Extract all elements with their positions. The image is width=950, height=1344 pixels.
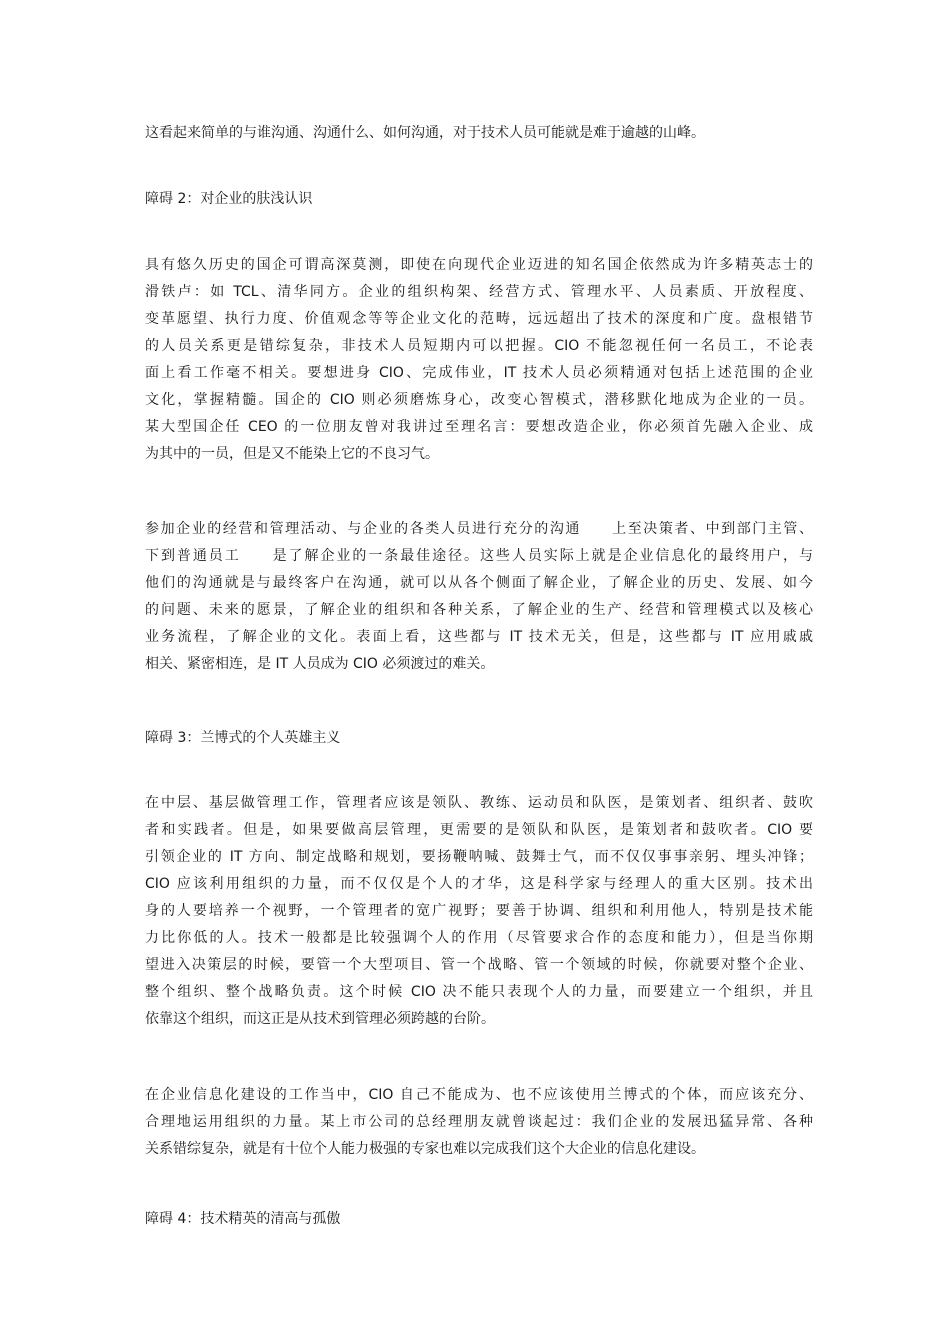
text-line: 具有悠久历史的国企可谓高深莫测，即使在向现代企业迈进的知名国企依然成为许多精英志士的 — [145, 257, 813, 273]
heading-obstacle-4: 障碍 4：技术精英的清高与孤傲 — [145, 1211, 341, 1227]
paragraph-communication-summary — [145, 120, 813, 147]
paragraph-participation — [145, 516, 813, 678]
text-line: 面上看工作毫不相关。要想进身 CIO、完成伟业，IT 技术人员必须精通对包括上述范围的企业 — [145, 365, 813, 381]
text-line: 在企业信息化建设的工作当中，CIO 自己不能成为、也不应该使用兰博式的个体，而应该充分、 — [145, 1087, 813, 1103]
text-line: 身的人要培养一个视野，一个管理者的宽广视野；要善于协调、组织和利用他人，特别是技术能 — [145, 903, 813, 919]
text-line: 依靠这个组织，而这正是从技术到管理必须跨越的台阶。 — [145, 1011, 495, 1027]
text-line: 关系错综复杂，就是有十位个人能力极强的专家也难以完成我们这个大企业的信息化建设。 — [145, 1141, 705, 1157]
paragraph-management-roles — [145, 790, 813, 1033]
paragraph-enterprise-culture — [145, 252, 813, 468]
text-line: 在中层、基层做管理工作，管理者应该是领队、教练、运动员和队医，是策划者、组织者、鼓吹 — [145, 795, 813, 811]
text-line: 下到普通员工 是了解企业的一条最佳途径。这些人员实际上就是企业信息化的最终用户，与 — [145, 548, 813, 564]
text-line: 参加企业的经营和管理活动、与企业的各类人员进行充分的沟通 上至决策者、中到部门主管、 — [145, 521, 813, 537]
text-line: 的人员关系更是错综复杂，非技术人员短期内可以把握。CIO 不能忽视任何一名员工，不论表 — [145, 338, 813, 354]
text-line: 滑铁卢：如 TCL、清华同方。企业的组织构架、经营方式、管理水平、人员素质、开放程度、 — [145, 284, 813, 300]
text-line: 引领企业的 IT 方向、制定战略和规划，要扬鞭呐喊、鼓舞士气，而不仅仅事事亲躬、埋头冲锋； — [145, 849, 813, 865]
text-line: 望进入决策层的时候，要管一个大型项目、管一个战略、管一个领域的时候，你就要对整个企业、 — [145, 957, 813, 973]
text-line: 为其中的一员，但是又不能染上它的不良习气。 — [145, 446, 439, 462]
text-line: 业务流程，了解企业的文化。表面上看，这些都与 IT 技术无关，但是，这些都与 IT 应用戚戚 — [145, 629, 813, 645]
text-line: 这看起来简单的与谁沟通、沟通什么、如何沟通，对于技术人员可能就是难于逾越的山峰。 — [145, 125, 705, 141]
text-line: 他们的沟通就是与最终客户在沟通，就可以从各个侧面了解企业，了解企业的历史、发展、如今 — [145, 575, 813, 591]
paragraph-organization-power — [145, 1082, 813, 1163]
text-line: 变革愿望、执行力度、价值观念等等企业文化的范畴，远远超出了技术的深度和广度。盘根错节 — [145, 311, 813, 327]
text-line: 整个组织、整个战略负责。这个时候 CIO 决不能只表现个人的力量，而要建立一个组织，并且 — [145, 984, 813, 1000]
text-line: 的问题、未来的愿景，了解企业的组织和各种关系，了解企业的生产、经营和管理模式以及核心 — [145, 602, 813, 618]
text-line: 文化，掌握精髓。国企的 CIO 则必须磨炼身心，改变心智模式，潜移默化地成为企业的一员。 — [145, 392, 813, 408]
heading-obstacle-2: 障碍 2：对企业的肤浅认识 — [145, 191, 313, 207]
heading-obstacle-3: 障碍 3：兰博式的个人英雄主义 — [145, 730, 341, 746]
text-line: CIO 应该利用组织的力量，而不仅仅是个人的才华，这是科学家与经理人的重大区别。技术出 — [145, 876, 813, 892]
text-line: 者和实践者。但是，如果要做高层管理，更需要的是领队和队医，是策划者和鼓吹者。CIO 要 — [145, 822, 813, 838]
text-line: 相关、紧密相连，是 IT 人员成为 CIO 必须渡过的难关。 — [145, 656, 495, 672]
text-line: 某大型国企任 CEO 的一位朋友曾对我讲过至理名言：要想改造企业，你必须首先融入企业、成 — [145, 419, 813, 435]
text-line: 力比你低的人。技术一般都是比较强调个人的作用（尽管要求合作的态度和能力），但是当你期 — [145, 930, 813, 946]
text-line: 合理地运用组织的力量。某上市公司的总经理朋友就曾谈起过：我们企业的发展迅猛异常、各种 — [145, 1114, 813, 1130]
